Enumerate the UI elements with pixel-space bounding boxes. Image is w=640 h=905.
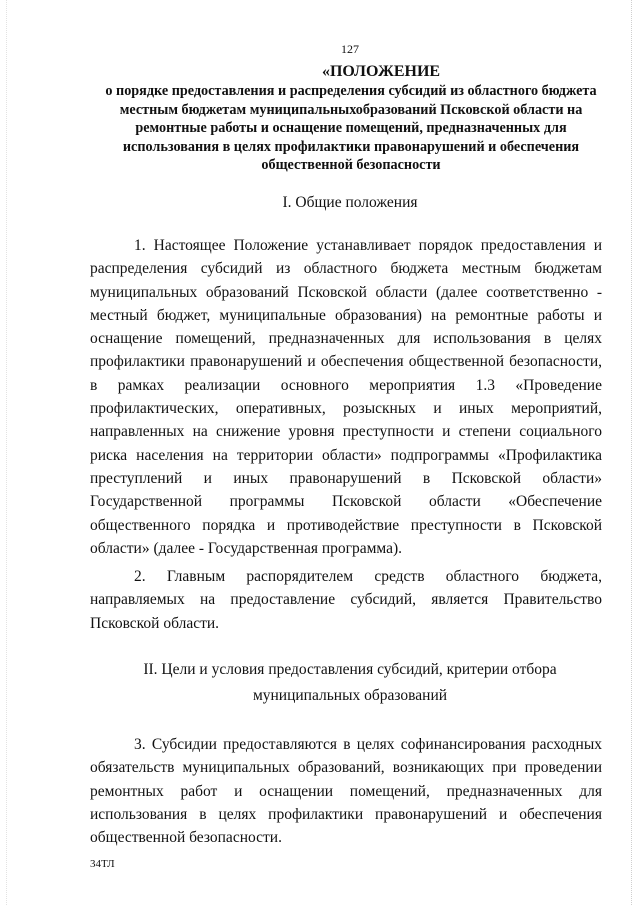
page-number: 127 bbox=[341, 42, 359, 56]
document-title-subtitle: о порядке предоставления и распределения субсидий из областного бюджета местным бюджетам муниципальныхобразований Псковской области на ремонтные работы и оснащение помещений, предназначенных для использования в целях профилактики правонарушений и обеспечения общественной безопасности bbox=[105, 83, 597, 173]
footer-code: 34ТЛ bbox=[90, 858, 115, 870]
section-heading-goals: II. Цели и условия предоставления субсидий, критерии отбора муниципальных образований bbox=[143, 661, 557, 704]
scan-edge-right bbox=[630, 0, 632, 905]
document-title-main: «ПОЛОЖЕНИЕ bbox=[321, 63, 441, 80]
section-heading-general: I. Общие положения bbox=[282, 194, 418, 211]
scan-edge-left bbox=[6, 0, 8, 905]
paragraph-1: 1. Настоящее Положение устанавливает порядок предоставления и распределения субсидий из областного бюджета местным бюджетам муниципальных образований Псковской области (далее соответственно - местный бюджет, муниципальные образования) на ремонтные работы и оснащение помещений, предназначенных для использования в целях профилактики правонарушений и обеспечения общественной безопасности, в рамках реализации основного мероприятия 1.3 «Проведение профилактических, оперативных, розыскных и иных мероприятий, направленных на снижение уровня преступности и степени социального риска населения на территории области» подпрограммы «Профилактика преступлений и иных правонарушений в Псковской области» Государственной программы Псковской области «Обеспечение общественного порядка и противодействие преступности в Псковской области» (далее - Государственная программа). bbox=[90, 237, 602, 557]
paragraph-3: 3. Субсидии предоставляются в целях софинансирования расходных обязательств муниципальных образований, возникающих при проведении ремонтных работ и оснащении помещений, предназначенных для использования в целях профилактики правонарушений и обеспечения общественной безопасности. bbox=[90, 736, 602, 847]
paragraph-2: 2. Главным распорядителем средств областного бюджета, направляемых на предоставление субсидий, является Правительство Псковской области. bbox=[90, 568, 602, 632]
document-title bbox=[96, 62, 606, 175]
